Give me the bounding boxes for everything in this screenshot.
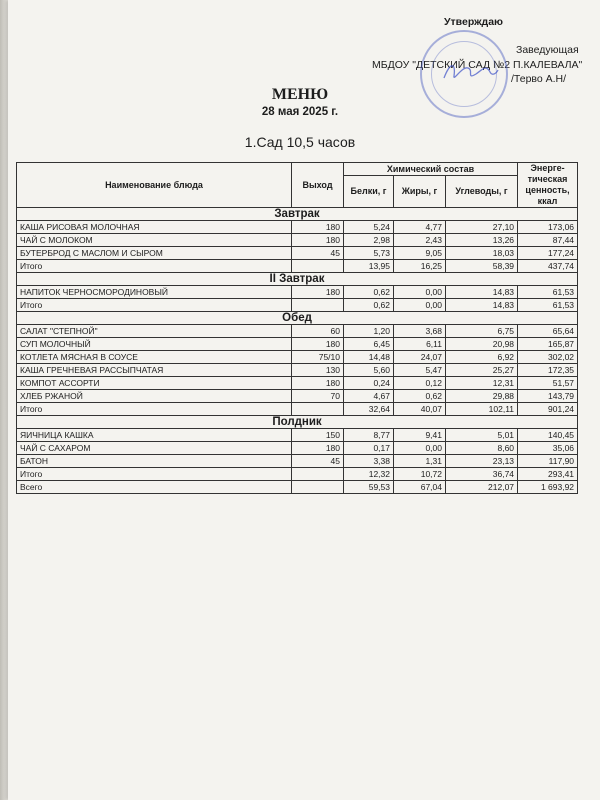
section-total-row (17, 468, 578, 481)
dish-fat: 6,11 (394, 338, 446, 351)
dish-fat: 5,47 (394, 364, 446, 377)
dish-fat: 0,00 (394, 442, 446, 455)
dish-output: 45 (292, 455, 344, 468)
total-output (292, 260, 344, 273)
dish-fat: 1,31 (394, 455, 446, 468)
dish-output: 60 (292, 325, 344, 338)
total-fat: 10,72 (394, 468, 446, 481)
dish-protein: 8,77 (344, 429, 394, 442)
dish-name: НАПИТОК ЧЕРНОСМОРОДИНОВЫЙ (17, 286, 292, 299)
dish-name: КОМПОТ АССОРТИ (17, 377, 292, 390)
header-fat: Жиры, г (394, 176, 446, 208)
header-protein: Белки, г (344, 176, 394, 208)
dish-output: 150 (292, 429, 344, 442)
dish-carbs: 5,01 (446, 429, 518, 442)
dish-carbs: 6,75 (446, 325, 518, 338)
total-label: Итого (17, 468, 292, 481)
dish-fat: 0,62 (394, 390, 446, 403)
dish-protein: 14,48 (344, 351, 394, 364)
dish-protein: 5,24 (344, 221, 394, 234)
dish-carbs: 12,31 (446, 377, 518, 390)
dish-name: КАША РИСОВАЯ МОЛОЧНАЯ (17, 221, 292, 234)
grand-total-fat: 67,04 (394, 481, 446, 494)
signature (440, 58, 500, 84)
dish-output: 180 (292, 338, 344, 351)
header-output: Выход (292, 163, 344, 208)
dish-output: 180 (292, 286, 344, 299)
dish-fat: 0,00 (394, 286, 446, 299)
header-chemical: Химический состав (344, 163, 518, 176)
section-header (17, 208, 578, 221)
dish-kcal: 51,57 (518, 377, 578, 390)
section-title: II Завтрак (17, 273, 578, 286)
table-row (17, 286, 578, 299)
dish-kcal: 173,06 (518, 221, 578, 234)
dish-carbs: 13,26 (446, 234, 518, 247)
total-kcal: 901,24 (518, 403, 578, 416)
total-protein: 13,95 (344, 260, 394, 273)
table-row (17, 351, 578, 364)
dish-name: ЧАЙ С МОЛОКОМ (17, 234, 292, 247)
total-label: Итого (17, 260, 292, 273)
document-date: 28 мая 2025 г. (261, 106, 339, 118)
dish-kcal: 35,06 (518, 442, 578, 455)
total-carbs: 58,39 (446, 260, 518, 273)
grand-total-row (17, 481, 578, 494)
grand-total-carbs: 212,07 (446, 481, 518, 494)
dish-protein: 4,67 (344, 390, 394, 403)
table-row (17, 364, 578, 377)
dish-name: ЧАЙ С САХАРОМ (17, 442, 292, 455)
dish-carbs: 27,10 (446, 221, 518, 234)
dish-carbs: 29,88 (446, 390, 518, 403)
dish-protein: 6,45 (344, 338, 394, 351)
section-title: Полдник (17, 416, 578, 429)
menu-table (16, 162, 578, 494)
total-label: Итого (17, 299, 292, 312)
dish-output: 45 (292, 247, 344, 260)
table-row (17, 377, 578, 390)
menu-body (17, 208, 578, 494)
total-carbs: 14,83 (446, 299, 518, 312)
total-kcal: 293,41 (518, 468, 578, 481)
table-row (17, 429, 578, 442)
dish-output: 75/10 (292, 351, 344, 364)
dish-protein: 0,17 (344, 442, 394, 455)
dish-carbs: 14,83 (446, 286, 518, 299)
section-header (17, 273, 578, 286)
dish-protein: 5,60 (344, 364, 394, 377)
total-carbs: 102,11 (446, 403, 518, 416)
section-title: Завтрак (17, 208, 578, 221)
approval-org: МБДОУ "ДЕТСКИЙ САД №2 П.КАЛЕВАЛА" (372, 59, 583, 71)
dish-kcal: 65,64 (518, 325, 578, 338)
dish-fat: 9,41 (394, 429, 446, 442)
header-energy: Энерге-тическая ценность, ккал (518, 163, 578, 208)
dish-fat: 9,05 (394, 247, 446, 260)
table-row (17, 390, 578, 403)
dish-carbs: 8,60 (446, 442, 518, 455)
table-row (17, 338, 578, 351)
dish-carbs: 6,92 (446, 351, 518, 364)
dish-kcal: 87,44 (518, 234, 578, 247)
section-total-row (17, 403, 578, 416)
total-protein: 0,62 (344, 299, 394, 312)
total-protein: 12,32 (344, 468, 394, 481)
section-header (17, 416, 578, 429)
page-edge (0, 0, 8, 800)
dish-name: БУТЕРБРОД С МАСЛОМ И СЫРОМ (17, 247, 292, 260)
dish-fat: 2,43 (394, 234, 446, 247)
grand-total-kcal: 1 693,92 (518, 481, 578, 494)
dish-kcal: 165,87 (518, 338, 578, 351)
header-carbs: Углеводы, г (446, 176, 518, 208)
total-fat: 0,00 (394, 299, 446, 312)
dish-carbs: 23,13 (446, 455, 518, 468)
total-kcal: 437,74 (518, 260, 578, 273)
dish-name: БАТОН (17, 455, 292, 468)
total-fat: 16,25 (394, 260, 446, 273)
grand-total-output (292, 481, 344, 494)
section-header (17, 312, 578, 325)
dish-fat: 24,07 (394, 351, 446, 364)
dish-name: КОТЛЕТА МЯСНАЯ В СОУСЕ (17, 351, 292, 364)
table-row (17, 221, 578, 234)
dish-protein: 5,73 (344, 247, 394, 260)
dish-fat: 3,68 (394, 325, 446, 338)
dish-carbs: 25,27 (446, 364, 518, 377)
dish-carbs: 20,98 (446, 338, 518, 351)
dish-name: СУП МОЛОЧНЫЙ (17, 338, 292, 351)
dish-output: 130 (292, 364, 344, 377)
dish-carbs: 18,03 (446, 247, 518, 260)
dish-name: КАША ГРЕЧНЕВАЯ РАССЫПЧАТАЯ (17, 364, 292, 377)
dish-output: 180 (292, 442, 344, 455)
dish-name: САЛАТ "СТЕПНОЙ" (17, 325, 292, 338)
header-name: Наименование блюда (17, 163, 292, 208)
dish-output: 180 (292, 234, 344, 247)
dish-name: ХЛЕБ РЖАНОЙ (17, 390, 292, 403)
section-total-row (17, 299, 578, 312)
dish-protein: 3,38 (344, 455, 394, 468)
dish-kcal: 177,24 (518, 247, 578, 260)
dish-protein: 0,62 (344, 286, 394, 299)
total-kcal: 61,53 (518, 299, 578, 312)
section-total-row (17, 260, 578, 273)
table-row (17, 325, 578, 338)
total-label: Итого (17, 403, 292, 416)
dish-output: 180 (292, 377, 344, 390)
table-row (17, 455, 578, 468)
grand-total-protein: 59,53 (344, 481, 394, 494)
dish-output: 180 (292, 221, 344, 234)
total-output (292, 468, 344, 481)
approval-title: Утверждаю (444, 16, 504, 28)
total-fat: 40,07 (394, 403, 446, 416)
dish-kcal: 143,79 (518, 390, 578, 403)
dish-protein: 0,24 (344, 377, 394, 390)
dish-kcal: 302,02 (518, 351, 578, 364)
document-subtitle: 1.Сад 10,5 часов (244, 134, 356, 150)
approval-name: /Терво А.Н/ (511, 73, 567, 85)
table-row (17, 442, 578, 455)
total-output (292, 403, 344, 416)
total-output (292, 299, 344, 312)
dish-kcal: 117,90 (518, 455, 578, 468)
dish-protein: 2,98 (344, 234, 394, 247)
dish-kcal: 172,35 (518, 364, 578, 377)
dish-protein: 1,20 (344, 325, 394, 338)
grand-total-label: Всего (17, 481, 292, 494)
total-protein: 32,64 (344, 403, 394, 416)
section-title: Обед (17, 312, 578, 325)
dish-fat: 0,12 (394, 377, 446, 390)
dish-kcal: 61,53 (518, 286, 578, 299)
approval-position: Заведующая (516, 44, 579, 56)
table-row (17, 247, 578, 260)
total-carbs: 36,74 (446, 468, 518, 481)
document-title: МЕНЮ (271, 86, 329, 103)
dish-kcal: 140,45 (518, 429, 578, 442)
dish-name: ЯИЧНИЦА КАШКА (17, 429, 292, 442)
table-row (17, 234, 578, 247)
dish-fat: 4,77 (394, 221, 446, 234)
dish-output: 70 (292, 390, 344, 403)
